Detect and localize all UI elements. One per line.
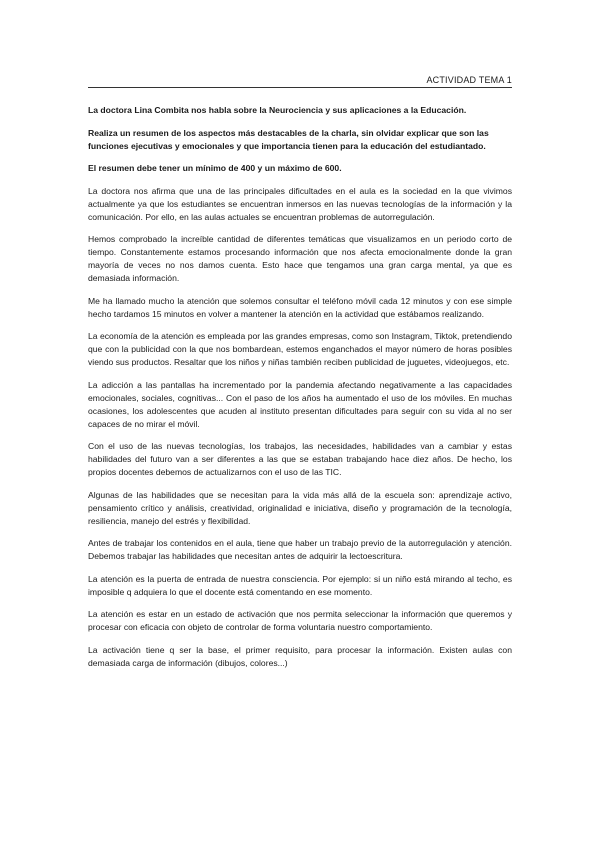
- paragraph: La adicción a las pantallas ha incrementado por la pandemia afectando negativamente a las capacidades emocionales, sociales, cognitivas... Con el paso de los años ha aumentado el uso de los móviles. En muchas ocasiones, los adolescentes que acuden al instituto presentan dificultades para seguir con su vida al no ser capaces de no mirar el móvil.: [88, 379, 512, 429]
- intro-line-2: Realiza un resumen de los aspectos más destacables de la charla, sin olvidar explicar que son las funciones ejecutivas y emocionales y que importancia tienen para la educación del estudiantado.: [88, 127, 489, 151]
- paragraph: Antes de trabajar los contenidos en el aula, tiene que haber un trabajo previo de la autorregulación y atención. Debemos trabajar las habilidades que necesitan antes de adquirir la lectoescritura.: [88, 538, 512, 561]
- intro-line-1: La doctora Lina Combita nos habla sobre la Neurociencia y sus aplicaciones a la Educación.: [88, 105, 467, 115]
- paragraph: La doctora nos afirma que una de las principales dificultades en el aula es la sociedad en la que vivimos actualmente ya que los estudiantes se encuentran inmersos en las nuevas tecnologías de la información y la comunicación. Por ello, en las aulas actuales se encuentran problemas de autorregulación.: [88, 185, 512, 222]
- paragraph: Con el uso de las nuevas tecnologías, los trabajos, las necesidades, habilidades van a cambiar y estas habilidades del futuro van a ser diferentes a las que se estaban trabajando hace diez años. De hecho, los propios docentes debemos de actualizarnos con el uso de las TIC.: [88, 441, 512, 477]
- document-body: [88, 104, 512, 679]
- paragraph: La economía de la atención es empleada por las grandes empresas, como son Instagram, Tiktok, pretendiendo que con la publicidad con la que nos bombardean, estemos enganchados el mayor número de horas posibles viendo sus productos. Resaltar que los niños y niñas también reciben publicidad de juguetes, videojuegos, etc.: [88, 331, 512, 367]
- intro-line-3: El resumen debe tener un mínimo de 400 y un máximo de 600.: [88, 163, 342, 173]
- paragraph: Me ha llamado mucho la atención que solemos consultar el teléfono móvil cada 12 minutos y con ese simple hecho tardamos 15 minutos en volver a mantener la atención en la actividad que estábamos realizando.: [88, 295, 512, 319]
- paragraph: La atención es estar en un estado de activación que nos permita seleccionar la información que queremos y procesar con eficacia con objeto de controlar de forma voluntaria nuestro comportamiento.: [88, 609, 512, 632]
- paragraph: Hemos comprobado la increíble cantidad de diferentes temáticas que visualizamos en un periodo corto de tiempo. Constantemente estamos procesando información que nos afecta emocionalmente donde la gran mayoría de veces no nos damos cuenta. Esto hace que tengamos una gran carga mental, ya que es demasiada información.: [88, 234, 512, 283]
- paragraph: Algunas de las habilidades que se necesitan para la vida más allá de la escuela son: aprendizaje activo, pensamiento crítico y análisis, creatividad, originalidad e iniciativa, diseño y programación de la tecnología, resiliencia, manejo del estrés y flexibilidad.: [88, 489, 512, 526]
- page-header-title: ACTIVIDAD TEMA 1: [426, 75, 512, 85]
- paragraph: La atención es la puerta de entrada de nuestra consciencia. Por ejemplo: si un niño está mirando al techo, es imposible q adquiera lo que el docente está comentando en ese momento.: [88, 573, 512, 597]
- paragraph: La activación tiene q ser la base, el primer requisito, para procesar la información. Existen aulas con demasiada carga de información (dibujos, colores...): [88, 644, 512, 668]
- header-rule: [88, 87, 512, 88]
